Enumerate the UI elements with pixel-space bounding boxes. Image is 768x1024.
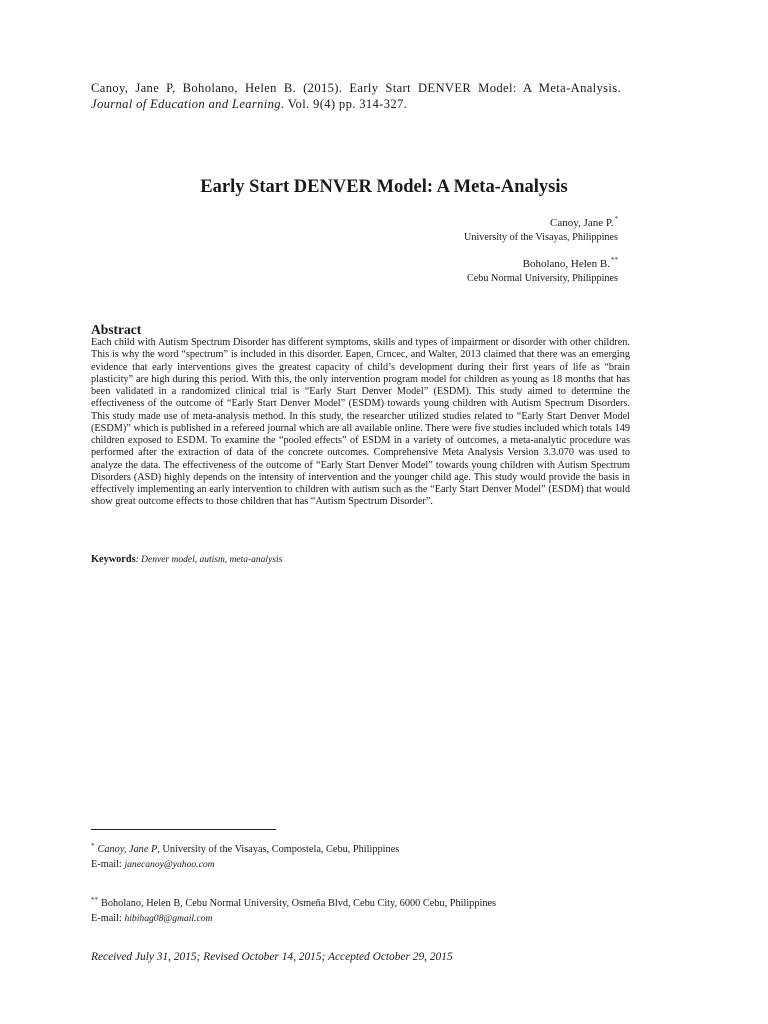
footnote-mark: **	[91, 896, 98, 904]
footnote-email-label: E-mail:	[91, 859, 125, 870]
received-dates: Received July 31, 2015; Revised October 14, 2015; Accepted October 29, 2015	[91, 951, 453, 963]
footnote-details: , Cebu Normal University, Osmeña Blvd, Cebu City, 6000 Cebu, Philippines	[180, 898, 497, 909]
citation-journal: Journal of Education and Learning.	[91, 97, 285, 111]
author-name: Canoy, Jane P.	[550, 217, 614, 229]
author-name: Boholano, Helen B.	[522, 258, 610, 270]
footnote-email[interactable]: hibihag08@gmail.com	[124, 913, 213, 924]
author-mark: *	[614, 215, 618, 223]
citation-authors: Canoy, Jane P, Boholano, Helen B. (2015). Early Start DENVER Model: A Meta-Analysis.	[91, 81, 621, 95]
keywords	[91, 553, 282, 567]
paper-title: Early Start DENVER Model: A Meta-Analysis	[200, 177, 568, 197]
author-affiliation: University of the Visayas, Philippines	[464, 232, 618, 243]
footnote-details: , University of the Visayas, Compostela, Cebu, Philippines	[157, 844, 400, 855]
footnote-name: Canoy, Jane P	[97, 844, 158, 855]
abstract-body: Each child with Autism Spectrum Disorder has different symptoms, skills and types of impairment or disorder with other children. This is why the word “spectrum” is included in this disorder. Eapen, Crncec, and Walter, 2013 claimed that there was an emerging evidence that early interventions gives the greatest capacity of child’s development during their first years of life as “brain plasticity” are high during this period. With this, the only intervention program model for children as young as 18 months that has been validated in a randomized clinical trial is “Early Start Denver Model” (ESDM). This study aimed to determine the effectiveness of the outcome of “Early Start Denver Model” (ESDM) towards young children with Autism Spectrum Disorders. This study made use of meta-analysis method. In this study, the researcher utilized studies related to “Early Start Denver Model (ESDM)” which is published in a refereed journal which are all available online. There were five studies included which totals 149 children exposed to ESDM. To examine the “pooled effects” of ESDM in a variety of outcomes, a meta-analytic procedure was performed after the extraction of data of the concrete outcomes. Comprehensive Meta Analysis Version 3.3.070 was used to analyze the data. The effectiveness of the outcome of “Early Start Denver Model” towards young children with Autism Spectrum Disorders (ASD) highly depends on the intensity of intervention and the younger child age. This study would provide the basis in effectively implementing an early intervention to children with autism such as the “Early Start Denver Model” (ESDM) that would show great outcome effects to those children that has “Autism Spectrum Disorder”.	[91, 337, 630, 508]
abstract-heading: Abstract	[91, 322, 142, 337]
footnote-2	[91, 893, 496, 926]
citation-volume: Vol. 9(4) pp. 314-327.	[287, 97, 408, 111]
footnote-divider	[91, 829, 276, 830]
keywords-label: Keywords	[91, 554, 136, 565]
keywords-separator: :	[135, 555, 142, 565]
footnote-email[interactable]: janecanoy@yahoo.com	[124, 859, 215, 870]
citation	[91, 80, 621, 112]
footnote-name: Boholano, Helen B	[101, 898, 181, 909]
footnote-mark: *	[91, 842, 95, 850]
keywords-list: Denver model, autism, meta-analysis	[141, 555, 283, 565]
author-block-1	[464, 212, 618, 245]
author-affiliation: Cebu Normal University, Philippines	[466, 273, 618, 284]
footnote-1	[91, 839, 399, 872]
footnote-email-label: E-mail:	[91, 913, 125, 924]
author-mark: **	[611, 256, 618, 264]
author-block-2	[467, 253, 618, 286]
